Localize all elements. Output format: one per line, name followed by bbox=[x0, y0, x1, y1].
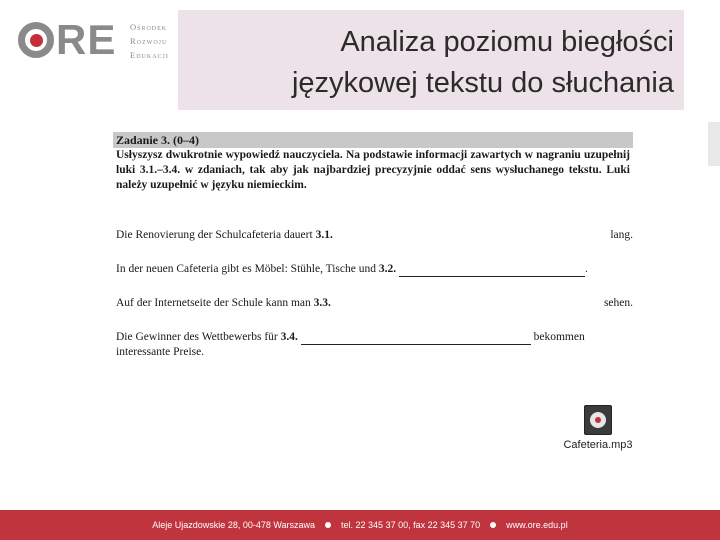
footer-separator-icon bbox=[490, 522, 496, 528]
sentence-4-end: bekommen bbox=[533, 331, 585, 343]
sentence-4-line-2: interessante Preise. bbox=[116, 346, 205, 358]
task-header: Zadanie 3. (0–4) bbox=[113, 132, 633, 148]
footer-address: Aleje Ujazdowskie 28, 00-478 Warszawa bbox=[152, 520, 316, 530]
footer-website: www.ore.edu.pl bbox=[506, 520, 568, 530]
logo-sub-line-1: Ośrodek bbox=[130, 22, 168, 32]
logo-sub-line-3: Edukacji bbox=[130, 50, 169, 60]
sentence-3-text: Auf der Internetseite der Schule kann man bbox=[116, 297, 314, 309]
title-line-2: językowej tekstu do słuchania bbox=[291, 67, 674, 99]
sentence-4-text: Die Gewinner des Wettbewerbs für bbox=[116, 331, 281, 343]
footer-bar bbox=[0, 510, 720, 540]
task-sentence-2 bbox=[113, 262, 633, 277]
task-document bbox=[113, 132, 633, 358]
logo-subtitle bbox=[130, 20, 169, 62]
slide-title bbox=[178, 10, 684, 110]
logo-letters: RE bbox=[56, 16, 117, 63]
logo-mark bbox=[18, 18, 116, 62]
sentence-2-text: In der neuen Cafeteria gibt es Möbel: Stühle, Tische und bbox=[116, 263, 379, 275]
sentence-4-gap-number: 3.4. bbox=[280, 331, 298, 343]
sentence-3-gap-number: 3.3. bbox=[313, 297, 331, 309]
sentence-1-gap-number: 3.1. bbox=[315, 229, 333, 241]
logo-sub-line-2: Rozwoju bbox=[130, 36, 168, 46]
footer-phone: tel. 22 345 37 00, fax 22 345 37 70 bbox=[341, 520, 481, 530]
title-line-1: Analiza poziomu biegłości bbox=[340, 26, 674, 58]
task-instruction: Usłyszysz dwukrotnie wypowiedź nauczyciela. Na podstawie informacji zawartych w nagraniu uzupełnij luki 3.1.–3.4. w zdaniach, tak aby jak najbardziej precyzyjnie oddać sens wysłuchanego tekstu. Luki należy uzupełnić w języku niemieckim. bbox=[116, 149, 630, 191]
sentence-2-end: . bbox=[584, 263, 588, 275]
audio-file[interactable] bbox=[548, 405, 648, 451]
task-sentence-1 bbox=[113, 228, 633, 243]
sentence-2-gap-number: 3.2. bbox=[378, 263, 397, 275]
sentence-3-end: sehen. bbox=[603, 297, 633, 309]
audio-file-label: Cafeteria.mp3 bbox=[563, 439, 633, 451]
task-sentence-4 bbox=[113, 330, 633, 360]
audio-file-icon[interactable] bbox=[584, 405, 612, 435]
side-strip bbox=[708, 122, 720, 166]
sentence-1-text: Die Renovierung der Schulcafeteria dauert bbox=[116, 229, 316, 241]
ore-logo bbox=[18, 18, 178, 68]
gap-3-4-blank[interactable] bbox=[301, 332, 531, 345]
footer-separator-icon bbox=[325, 522, 331, 528]
gap-3-2-blank[interactable] bbox=[399, 264, 585, 277]
task-sentence-3 bbox=[113, 296, 633, 311]
sentence-1-end: lang. bbox=[610, 229, 633, 241]
logo-o-icon bbox=[18, 22, 54, 58]
